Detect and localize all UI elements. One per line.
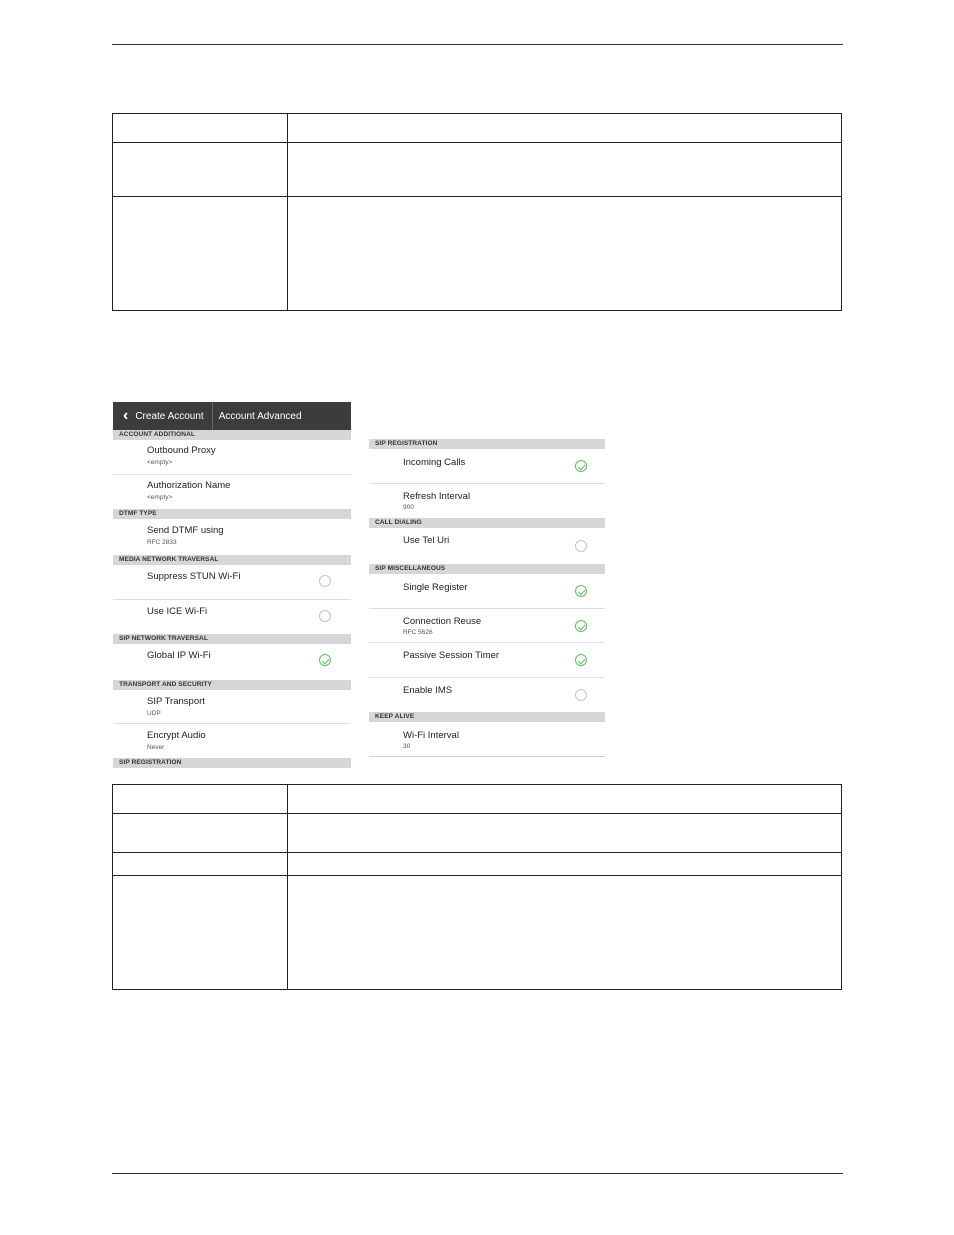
setting-use-tel-uri[interactable] (369, 528, 605, 564)
table-row (113, 114, 842, 143)
setting-value: Never (147, 744, 165, 751)
setting-label: Single Register (403, 582, 468, 593)
empty-circle-icon[interactable] (319, 575, 331, 587)
screen-title: Account Advanced (218, 410, 302, 422)
table-row (113, 853, 842, 876)
section-header-sip-network-traversal: SIP NETWORK TRAVERSAL (113, 634, 351, 644)
setting-single-register[interactable] (369, 574, 605, 609)
setting-label: Wi-Fi Interval (403, 730, 459, 741)
section-header-sip-registration: SIP REGISTRATION (113, 758, 351, 768)
setting-label: SIP Transport (147, 696, 205, 707)
setting-label: Authorization Name (147, 480, 231, 491)
back-button[interactable] (113, 402, 213, 430)
setting-label: Incoming Calls (403, 457, 466, 468)
setting-label: Passive Session Timer (403, 650, 500, 661)
account-advanced-screen-left (113, 402, 351, 768)
section-header-dtmf-type: DTMF TYPE (113, 509, 351, 519)
empty-circle-icon[interactable] (319, 610, 331, 622)
setting-suppress-stun[interactable] (113, 565, 351, 600)
check-circle-icon[interactable] (575, 460, 587, 472)
setting-label: Enable IMS (403, 685, 453, 696)
back-label: Create Account (135, 410, 204, 422)
section-header-call-dialing: CALL DIALING (369, 518, 605, 528)
account-advanced-screen-right (369, 439, 605, 757)
setting-label: Use Tel Uri (403, 535, 450, 546)
setting-authorization-name[interactable] (113, 475, 351, 509)
section-header-transport-and-security: TRANSPORT AND SECURITY (113, 680, 351, 690)
setting-incoming-calls[interactable] (369, 449, 605, 484)
setting-label: Refresh Interval (403, 491, 471, 502)
section-header-media-network-traversal: MEDIA NETWORK TRAVERSAL (113, 555, 351, 565)
setting-label: Connection Reuse (403, 616, 482, 627)
section-header-keep-alive: KEEP ALIVE (369, 712, 605, 722)
check-circle-icon[interactable] (319, 654, 331, 666)
setting-enable-ims[interactable] (369, 678, 605, 712)
setting-wifi-interval[interactable] (369, 722, 605, 756)
chevron-left-icon: ‹ (123, 407, 129, 424)
section-header-sip-registration: SIP REGISTRATION (369, 439, 605, 449)
setting-label: Send DTMF using (147, 525, 224, 536)
setting-use-ice[interactable] (113, 600, 351, 634)
setting-send-dtmf[interactable] (113, 519, 351, 555)
setting-connection-reuse[interactable] (369, 609, 605, 643)
check-circle-icon[interactable] (575, 654, 587, 666)
setting-value: RFC 2833 (147, 539, 177, 546)
setting-label: Suppress STUN Wi-Fi (147, 571, 241, 582)
setting-encrypt-audio[interactable] (113, 724, 351, 758)
setting-outbound-proxy[interactable] (113, 440, 351, 475)
setting-value: <empty> (147, 494, 173, 501)
setting-passive-session-timer[interactable] (369, 643, 605, 678)
setting-value: RFC 5626 (403, 629, 433, 636)
setting-label: Global IP Wi-Fi (147, 650, 211, 661)
setting-value: UDP (147, 710, 161, 717)
check-circle-icon[interactable] (575, 585, 587, 597)
table-row (113, 197, 842, 311)
header-rule (112, 44, 843, 45)
table-row (113, 876, 842, 990)
table-row (113, 785, 842, 814)
bottom-table (112, 784, 842, 990)
setting-global-ip[interactable] (113, 644, 351, 680)
setting-label: Encrypt Audio (147, 730, 206, 741)
setting-value: 30 (403, 743, 411, 750)
setting-value: 900 (403, 504, 414, 511)
setting-label: Outbound Proxy (147, 445, 216, 456)
setting-value: <empty> (147, 459, 173, 466)
footer-rule (112, 1173, 843, 1174)
setting-sip-transport[interactable] (113, 690, 351, 724)
section-header-account-additional: ACCOUNT ADDITIONAL (113, 430, 351, 440)
top-table (112, 113, 842, 311)
check-circle-icon[interactable] (575, 620, 587, 632)
setting-label: Use ICE Wi-Fi (147, 606, 208, 617)
section-header-sip-miscellaneous: SIP MISCELLANEOUS (369, 564, 605, 574)
table-row (113, 814, 842, 853)
title-bar (113, 402, 351, 430)
empty-circle-icon[interactable] (575, 540, 587, 552)
empty-circle-icon[interactable] (575, 689, 587, 701)
table-row (113, 143, 842, 197)
setting-refresh-interval[interactable] (369, 484, 605, 518)
